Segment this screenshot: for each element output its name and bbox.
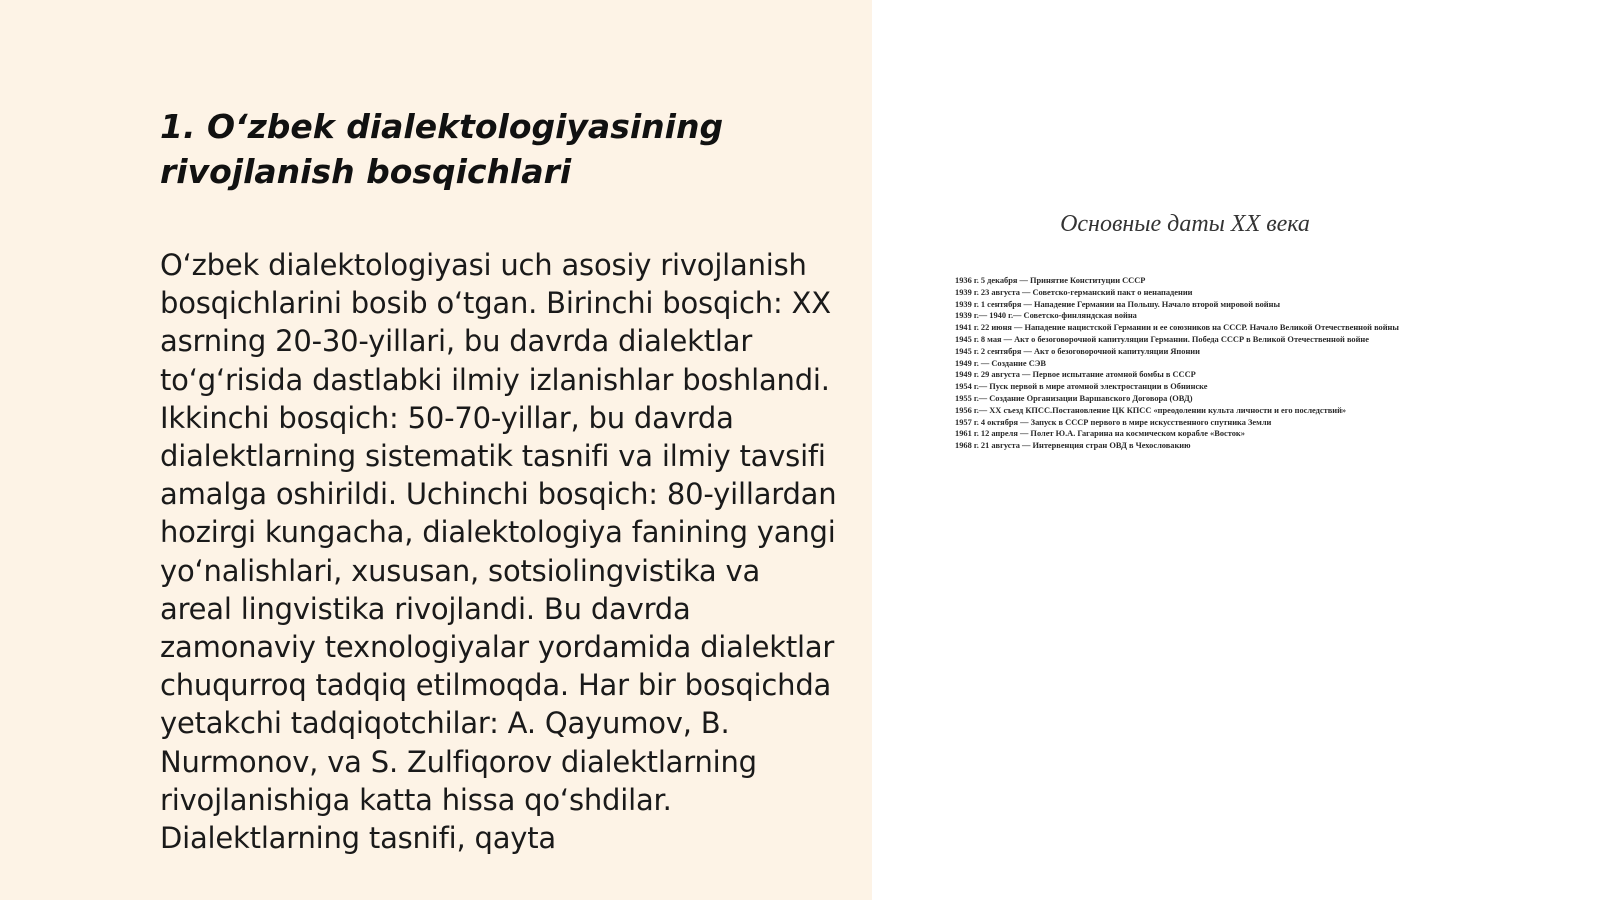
dates-image-title: Основные даты XX века [1060, 211, 1310, 237]
dates-list-item: 1956 г.— XX съезд КПСС.Постановление ЦК КПСС «преодолении культа личности и его последствий» [955, 405, 1347, 415]
dates-list-item: 1939 г. 23 августа — Советско-германский пакт о ненападении [955, 287, 1193, 297]
dates-list-item: 1968 г. 21 августа — Интервенция стран ОВД в Чехословакию [955, 441, 1191, 451]
slide-body-text: O‘zbek dialektologiyasi uch asosiy rivojlanish bosqichlarini bosib o‘tgan. Birinchi bosqich: XX asrning 20-30-yillari, bu davrda dialektlar to‘g‘risida dastlabki ilmiy izlanishlar boshlandi. Ikkinchi bosqich: 50-70-yillar, bu davrda dialektlarning sistematik tasnifi va ilmiy tavsifi amalga oshirildi. Uchinchi bosqich: 80-yillardan hozirgi kungacha, dialektologiya fanining yangi yo‘nalishlari, xususan, sotsiolingvistika va areal lingvistika rivojlandi. Bu davrda zamonaviy texnologiyalar yordamida dialektlar chuqurroq tadqiq etilmoqda. Har bir bosqichda yetakchi tadqiqotchilar: A. Qayumov, B. Nurmonov, va S. Zulfiqorov dialektlarning rivojlanishiga katta hissa qo‘shdilar. Dialektlarning tasnifi, qayta [160, 248, 837, 856]
dates-list-item: 1954 г.— Пуск первой в мире атомной электростанции в Обнинске [955, 382, 1208, 392]
dates-list-item: 1939 г.— 1940 г.— Советско-финляндская война [955, 311, 1137, 321]
timeline-dates-image [945, 205, 1425, 485]
dates-list-item: 1957 г. 4 октября — Запуск в СССР первого в мире искусственного спутника Земли [955, 417, 1272, 427]
dates-list-item: 1949 г. 29 августа — Первое испытание атомной бомбы в СССР [955, 370, 1196, 380]
slide-title: 1. O‘zbek dialektologiyasining rivojlanish bosqichlari [160, 107, 724, 191]
dates-list-item: 1936 г. 5 декабря — Принятие Конституции СССР [955, 276, 1146, 285]
dates-list-item: 1945 г. 8 мая — Акт о безоговорочной капитуляции Германии. Победа СССР в Великой Отечественной войне [955, 334, 1369, 344]
dates-list-item: 1945 г. 2 сентября — Акт о безоговорочной капитуляции Японии [955, 346, 1200, 356]
dates-list-item: 1949 г. — Создание СЭВ [955, 358, 1047, 368]
dates-list-item: 1961 г. 12 апреля — Полет Ю.А. Гагарина на космическом корабле «Восток» [955, 429, 1245, 439]
dates-list-item: 1939 г. 1 сентября — Нападение Германии на Польшу. Начало второй мировой войны [955, 299, 1280, 309]
dates-list-item: 1955 г.— Создание Организации Варшавского Договора (ОВД) [955, 393, 1193, 403]
dates-list-item: 1941 г. 22 июня — Нападение нацистской Германии и ее союзников на СССР. Начало Великой Отечественной войны [955, 323, 1399, 333]
dates-list [955, 275, 1425, 452]
